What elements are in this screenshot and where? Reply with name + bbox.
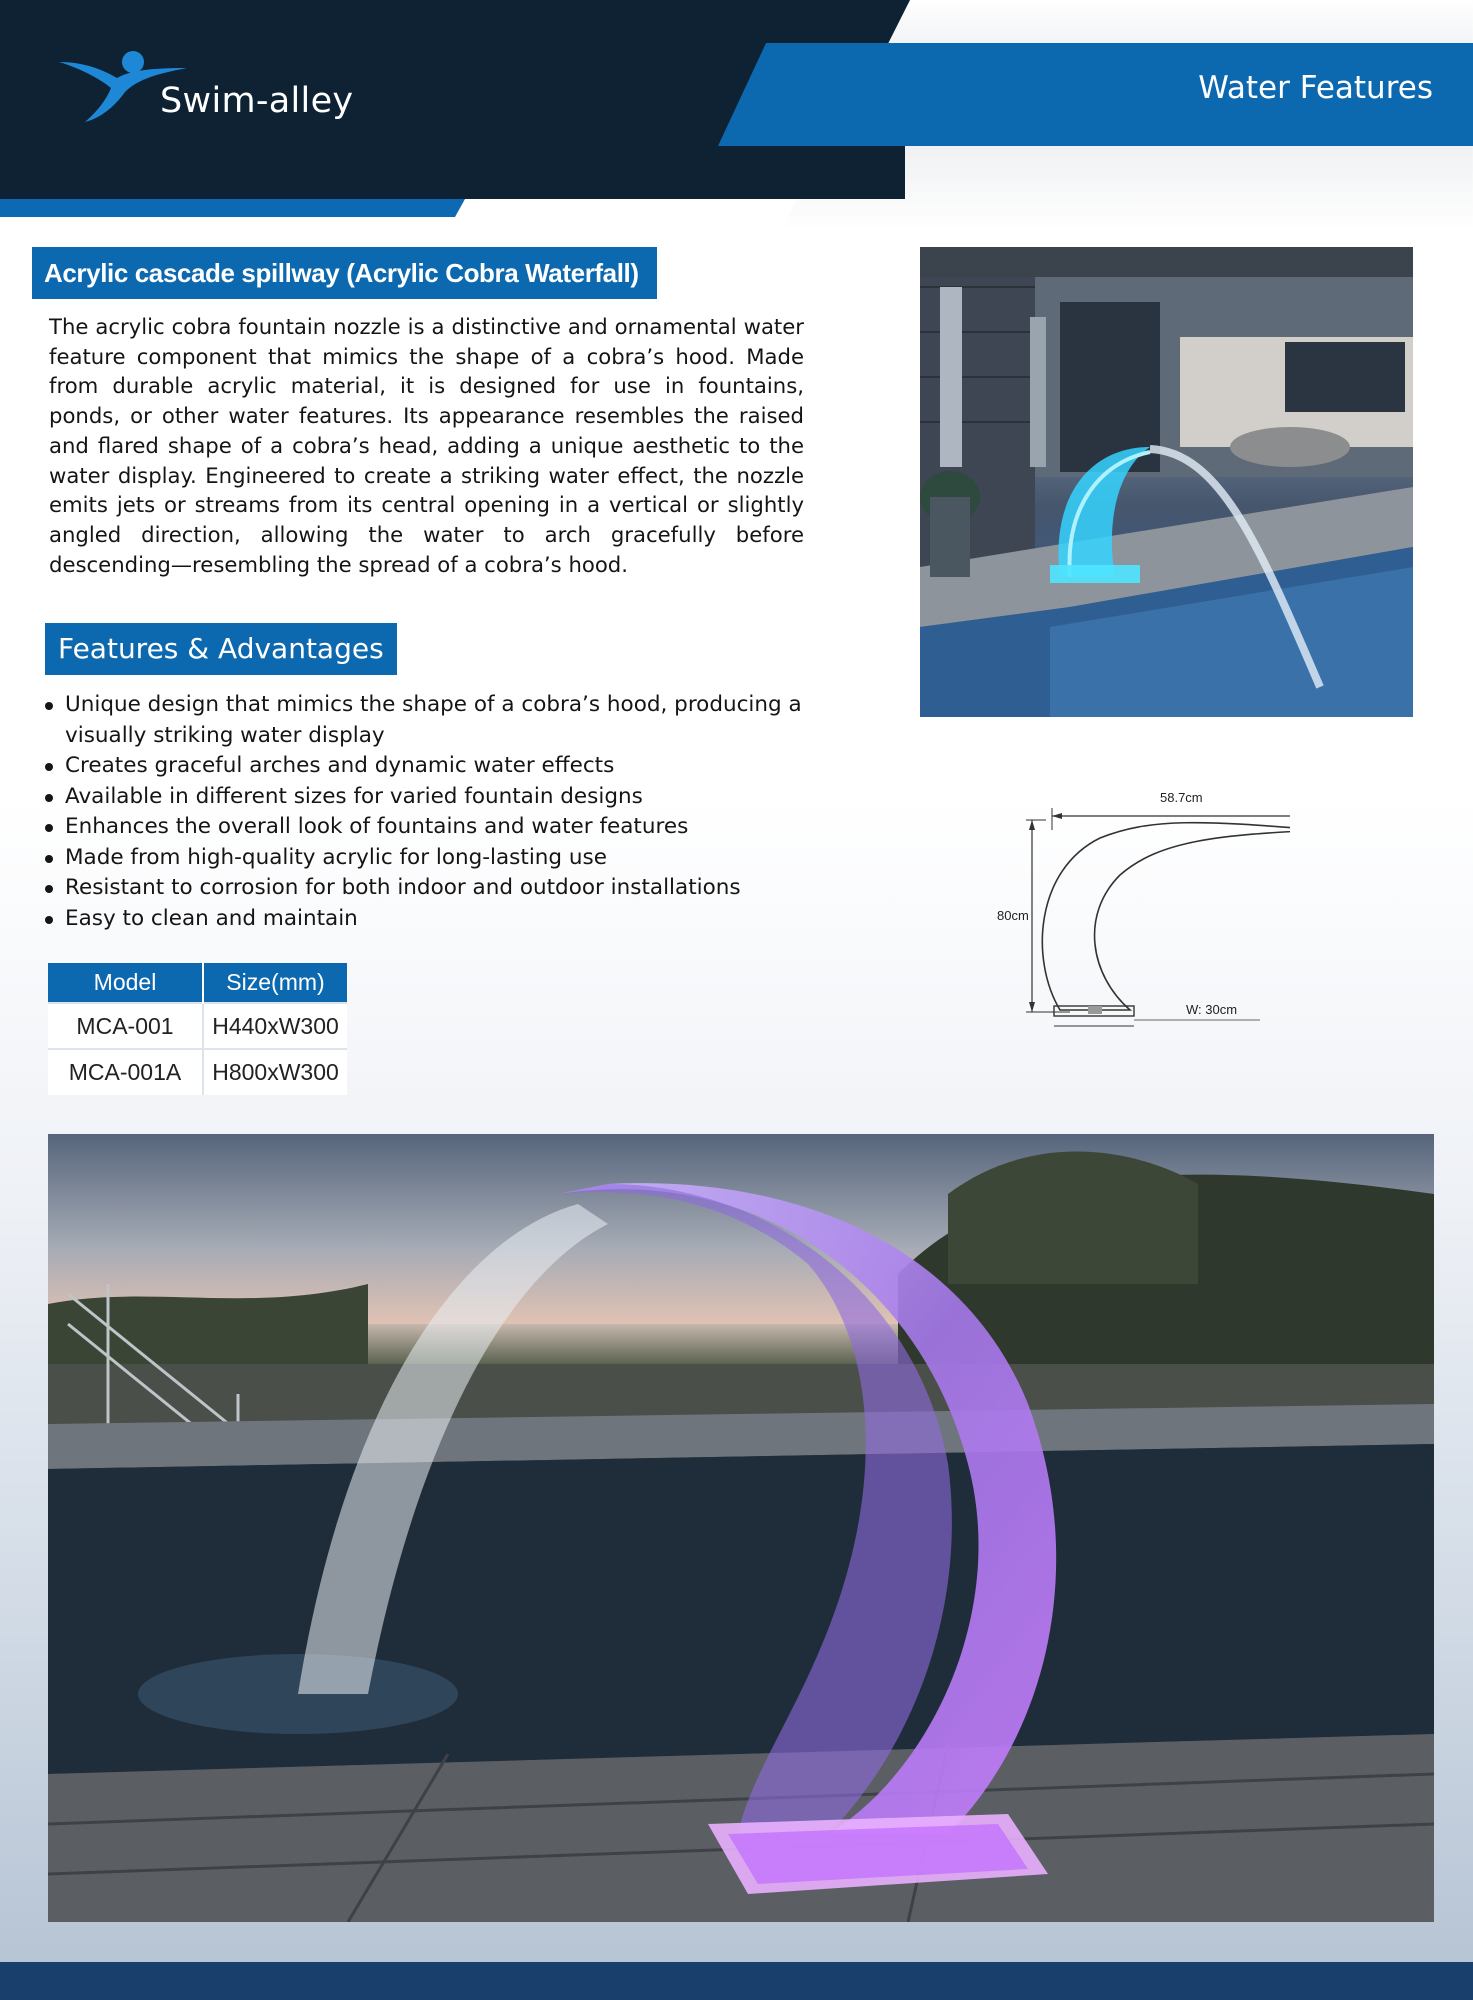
category-title: Water Features — [1198, 70, 1433, 106]
length-label: 58.7cm — [1160, 790, 1203, 805]
header-accent-strip — [0, 199, 465, 217]
page-footer-bar — [0, 1962, 1473, 2000]
product-photo-poolside — [920, 247, 1413, 717]
spec-table — [48, 963, 347, 1095]
cell-model: MCA-001A — [48, 1049, 203, 1095]
height-label: 80cm — [997, 908, 1029, 923]
table-row — [48, 1003, 347, 1049]
feature-item: Made from high-quality acrylic for long-lasting use — [45, 843, 825, 874]
header-dark-tail — [805, 146, 905, 199]
width-label: W: 30cm — [1186, 1002, 1238, 1017]
table-row — [48, 1049, 347, 1095]
feature-item: Easy to clean and maintain — [45, 904, 825, 935]
feature-item: Available in different sizes for varied fountain designs — [45, 782, 825, 813]
cell-size: H440xW300 — [203, 1003, 347, 1049]
dimension-diagram — [990, 780, 1290, 1040]
cell-model: MCA-001 — [48, 1003, 203, 1049]
table-header-row — [48, 963, 347, 1003]
column-header-size: Size(mm) — [203, 963, 347, 1003]
feature-item: Unique design that mimics the shape of a cobra’s hood, producing a visually striking water display — [45, 690, 825, 751]
purple-cobra-photo-illustration — [48, 1134, 1434, 1922]
feature-item: Enhances the overall look of fountains and water features — [45, 812, 825, 843]
features-heading: Features & Advantages — [45, 623, 397, 675]
cobra-dimension-drawing — [990, 780, 1290, 1040]
cell-size: H800xW300 — [203, 1049, 347, 1095]
feature-item: Resistant to corrosion for both indoor and outdoor installations — [45, 873, 825, 904]
product-title: Acrylic cascade spillway (Acrylic Cobra Waterfall) — [32, 247, 657, 299]
feature-item: Creates graceful arches and dynamic water effects — [45, 751, 825, 782]
column-header-model: Model — [48, 963, 203, 1003]
page-header — [0, 0, 1473, 230]
features-list — [45, 690, 825, 934]
brand-logo — [55, 48, 375, 128]
product-description: The acrylic cobra fountain nozzle is a distinctive and ornamental water feature component that mimics the shape of a cobra’s hood. Made from durable acrylic material, it is designed for use in fountains, ponds, or other water features. Its appearance resembles the raised and flared shape of a cobra’s head, adding a unique aesthetic to the water display. Engineered to create a striking water effect, the nozzle emits jets or streams from its central opening in a vertical or slightly angled direction, allowing the water to arch gracefully before descending—resembling the spread of a cobra’s hood. — [49, 314, 804, 577]
brand-name: Swim-alley — [160, 81, 354, 121]
poolside-photo-illustration — [920, 247, 1413, 717]
product-photo-purple-cobra — [48, 1134, 1434, 1922]
